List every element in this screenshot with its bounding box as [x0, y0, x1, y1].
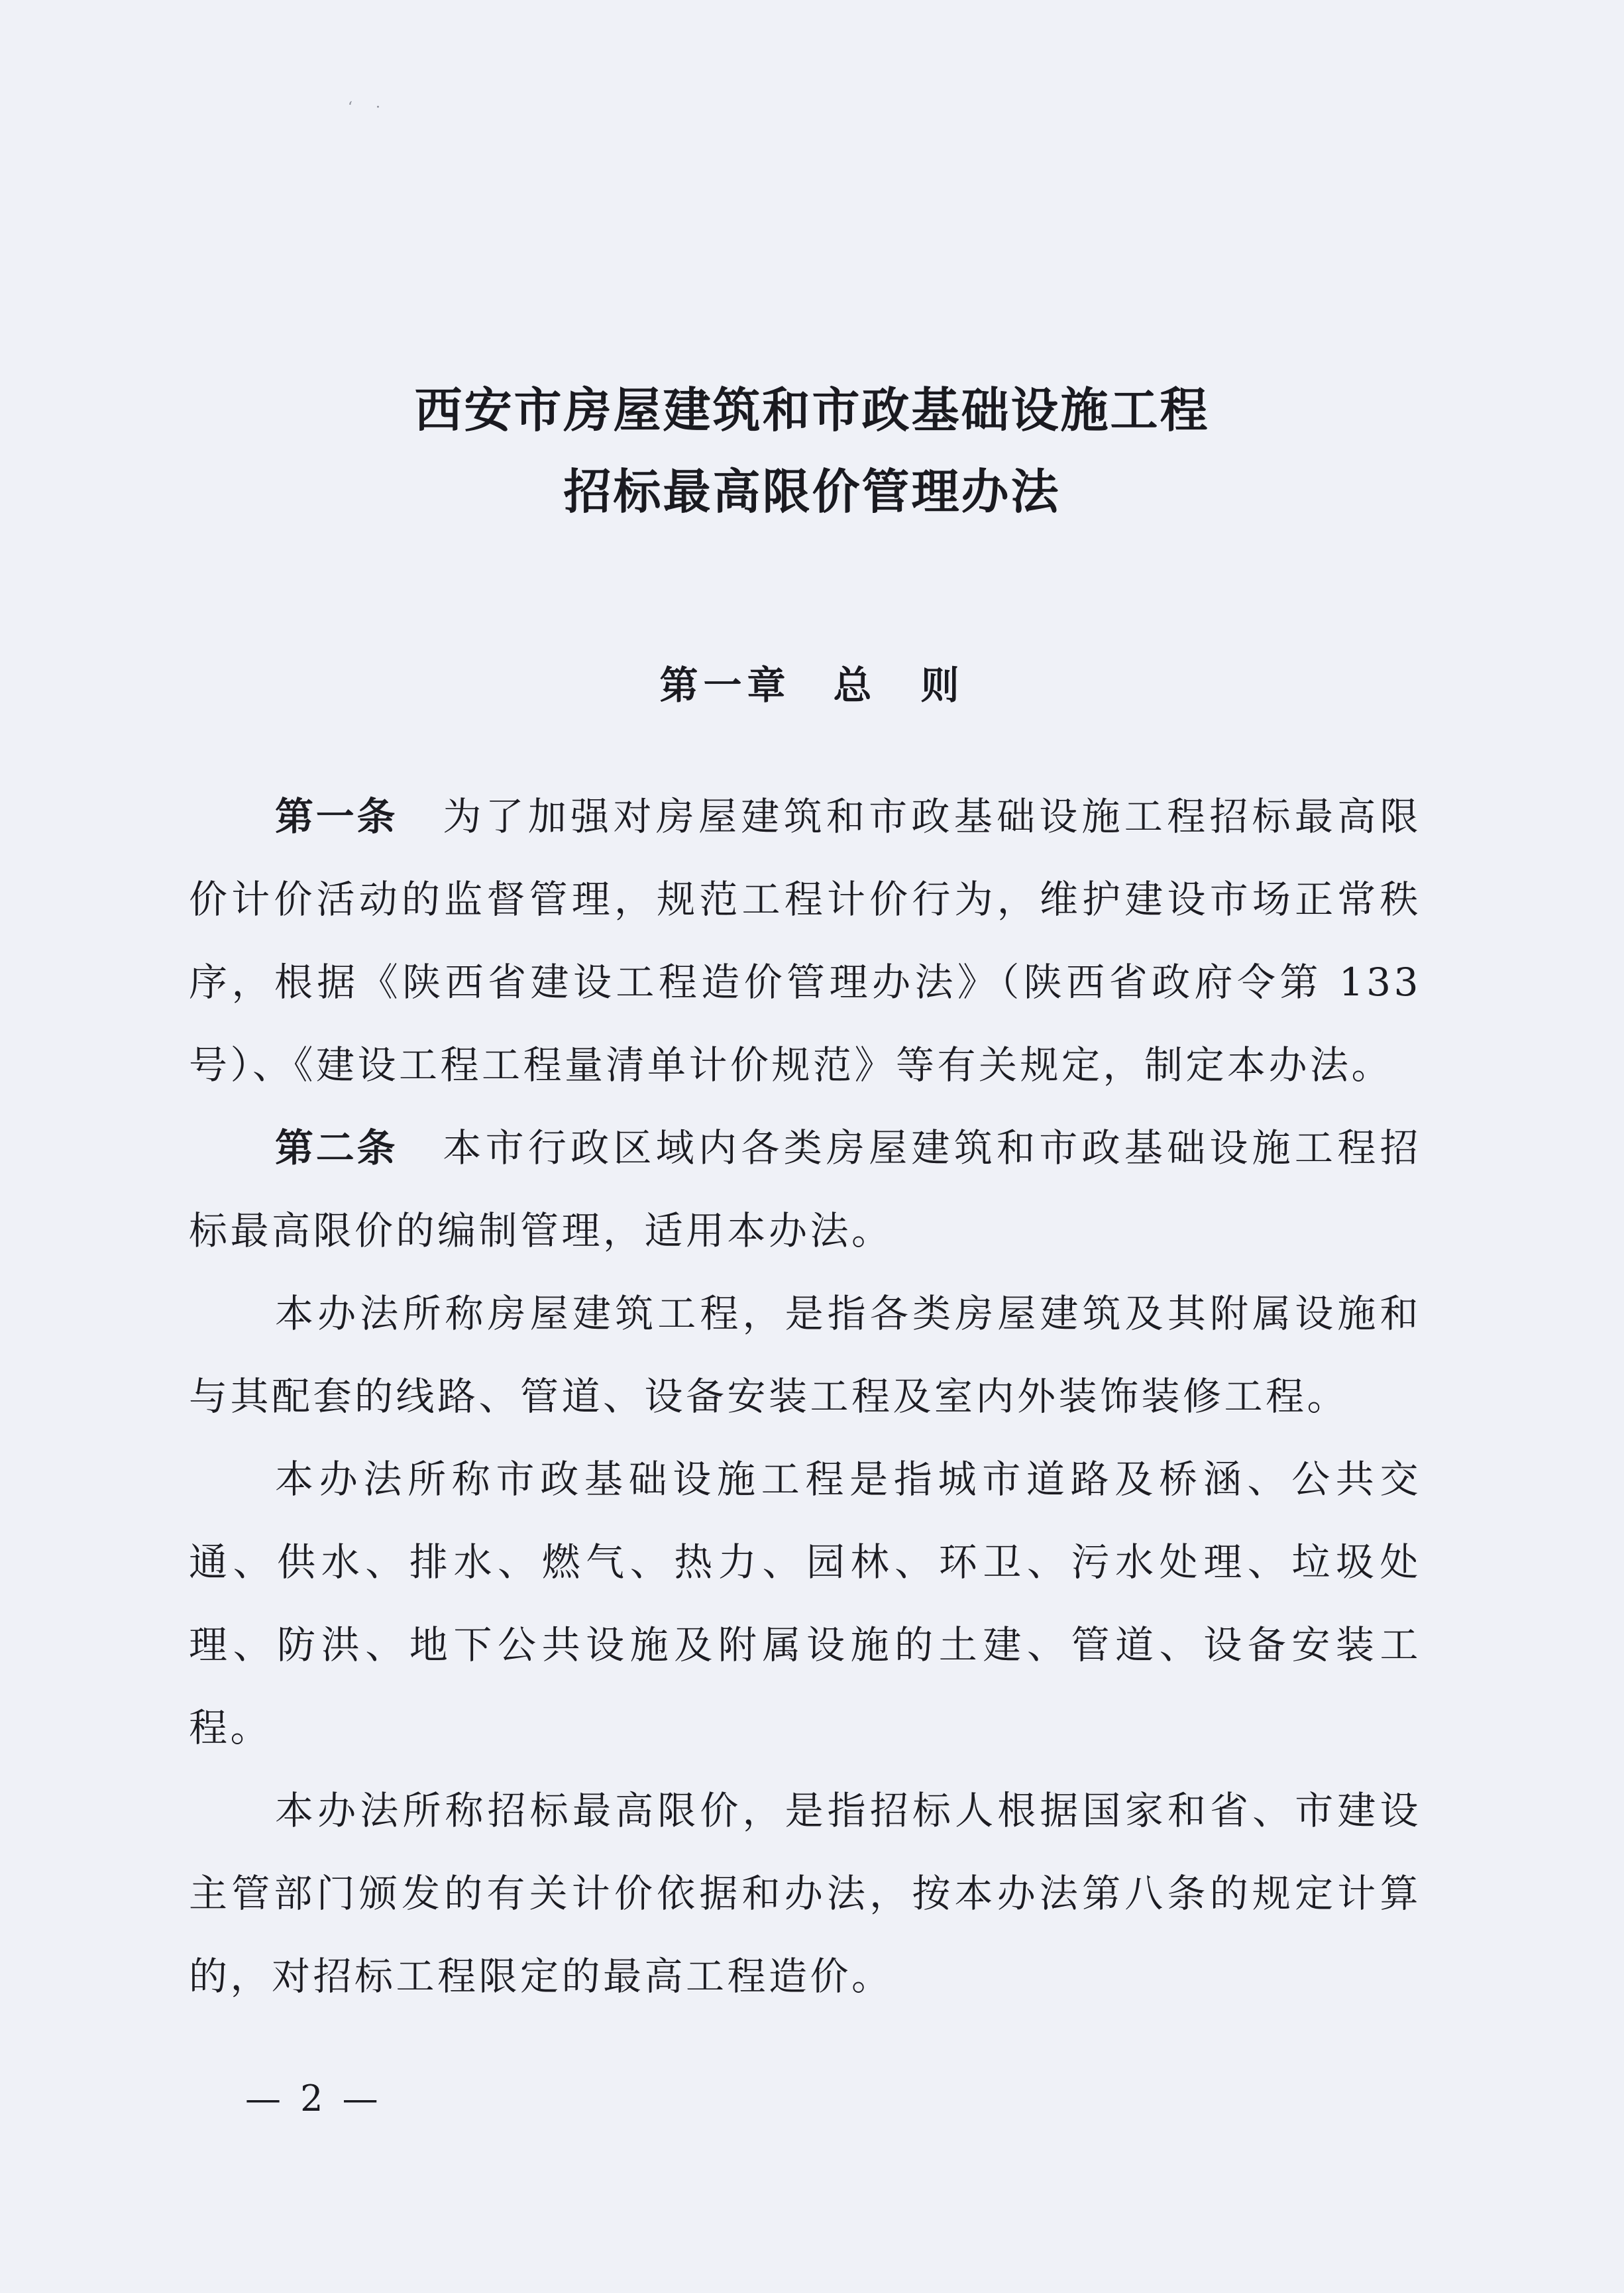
chapter-heading	[0, 663, 1624, 708]
document-title-line-2: 招标最高限价管理办法	[563, 464, 1061, 520]
chapter-number: 第一章	[659, 663, 791, 708]
document-title-line-1: 西安市房屋建筑和市政基础设施工程	[414, 382, 1210, 438]
page-number: — 2 —	[245, 2078, 382, 2119]
article-1	[189, 775, 1421, 1107]
chapter-name: 总 则	[833, 663, 965, 708]
paragraph-max-price-definition: 本办法所称招标最高限价，是指招标人根据国家和省、市建设主管部门颁发的有关计价依据和办法，按本办法第八条的规定计算的，对招标工程限定的最高工程造价。	[189, 1788, 1421, 1999]
article-text: 本市行政区域内各类房屋建筑和市政基础设施工程招标最高限价的编制管理，适用本办法。	[189, 1125, 1421, 1253]
paragraph-housing-definition: 本办法所称房屋建筑工程，是指各类房屋建筑及其附属设施和与其配套的线路、管道、设备安装工程及室内外装饰装修工程。	[189, 1291, 1421, 1419]
article-text: 为了加强对房屋建筑和市政基础设施工程招标最高限价计价活动的监督管理，规范工程计价行为，维护建设市场正常秩序，根据《陕西省建设工程造价管理办法》（陕西省政府令第 133 号）、《建设工程工程量清单计价规范》等有关规定，制定本办法。	[189, 794, 1421, 1088]
article-label: 第二条	[275, 1125, 398, 1170]
scan-artifact-mark: ‘ ·	[348, 99, 390, 116]
paragraph-municipal-definition: 本办法所称市政基础设施工程是指城市道路及桥涵、公共交通、供水、排水、燃气、热力、园林、环卫、污水处理、垃圾处理、防洪、地下公共设施及附属设施的土建、管道、设备安装工程。	[189, 1457, 1421, 1750]
article-label: 第一条	[275, 794, 398, 839]
document-body	[189, 775, 1421, 2018]
article-2	[189, 1107, 1421, 1272]
